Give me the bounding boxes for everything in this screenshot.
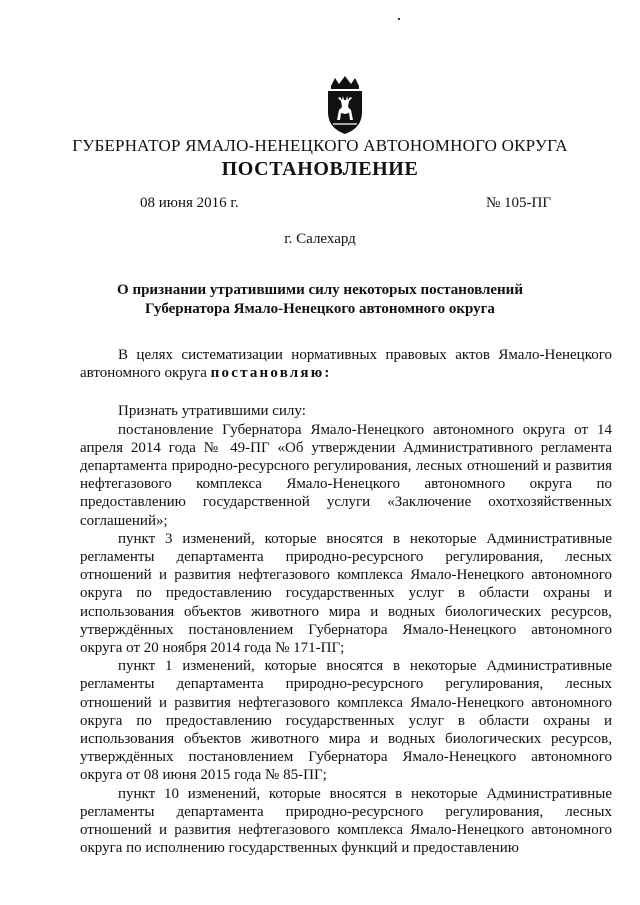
document-place: г. Салехард	[284, 231, 356, 247]
list-item: постановление Губернатора Ямало-Ненецкого автономного округа от 14 апреля 2014 года № 49-ПГ «Об утверждении Административного регламента департамента природно-ресурсного регулирования, лесных отношений и развития нефтегазового комплекса Ямало-Ненецкого автономного округа по предоставлению государственной услуги «Заключение охотхозяйственных соглашений»;	[80, 421, 612, 529]
intro-paragraph: Признать утратившими силу:	[118, 403, 306, 420]
scan-speck	[398, 18, 400, 20]
preamble-paragraph	[80, 346, 612, 382]
preamble-decision-word: постановляю:	[210, 365, 332, 382]
authority-title: ГУБЕРНАТОР ЯМАЛО-НЕНЕЦКОГО АВТОНОМНОГО ОКРУГА	[72, 136, 568, 155]
list-item: пункт 1 изменений, которые вносятся в некоторые Административные регламенты департамента природно-ресурсного регулирования, лесных отношений и развития нефтегазового комплекса Ямало-Ненецкого автономного округа по предоставлению государственных услуг в области охраны и использования объектов животного мира и водных биологических ресурсов, утверждённых постановлением Губернатора Ямало-Ненецкого автономного округа от 08 июня 2015 года № 85-ПГ;	[80, 658, 612, 784]
coat-of-arms-icon	[322, 74, 368, 136]
list-item: пункт 10 изменений, которые вносятся в некоторые Административные регламенты департамента природно-ресурсного регулирования, лесных отношений и развития нефтегазового комплекса Ямало-Ненецкого автономного округа по исполнению государственных функций и предоставлению	[80, 785, 612, 857]
subject-line-2: Губернатора Ямало-Ненецкого автономного округа	[145, 301, 495, 317]
list-item: пункт 3 изменений, которые вносятся в некоторые Административные регламенты департамента природно-ресурсного регулирования, лесных отношений и развития нефтегазового комплекса Ямало-Ненецкого автономного округа по предоставлению государственных услуг в области охраны и использования объектов животного мира и водных биологических ресурсов, утверждённых постановлением Губернатора Ямало-Ненецкого автономного округа от 20 ноября 2014 года № 171-ПГ;	[80, 530, 612, 657]
subject-line-1: О признании утратившими силу некоторых постановлений	[117, 282, 523, 298]
document-body	[80, 346, 612, 857]
document-date: 08 июня 2016 г.	[140, 195, 239, 211]
preamble-text: В целях систематизации нормативных правовых актов Ямало-Ненецкого автономного округа	[80, 347, 612, 382]
document-subject	[0, 281, 640, 319]
document-number: № 105-ПГ	[486, 195, 552, 211]
document-type-heading: ПОСТАНОВЛЕНИЕ	[221, 158, 419, 180]
